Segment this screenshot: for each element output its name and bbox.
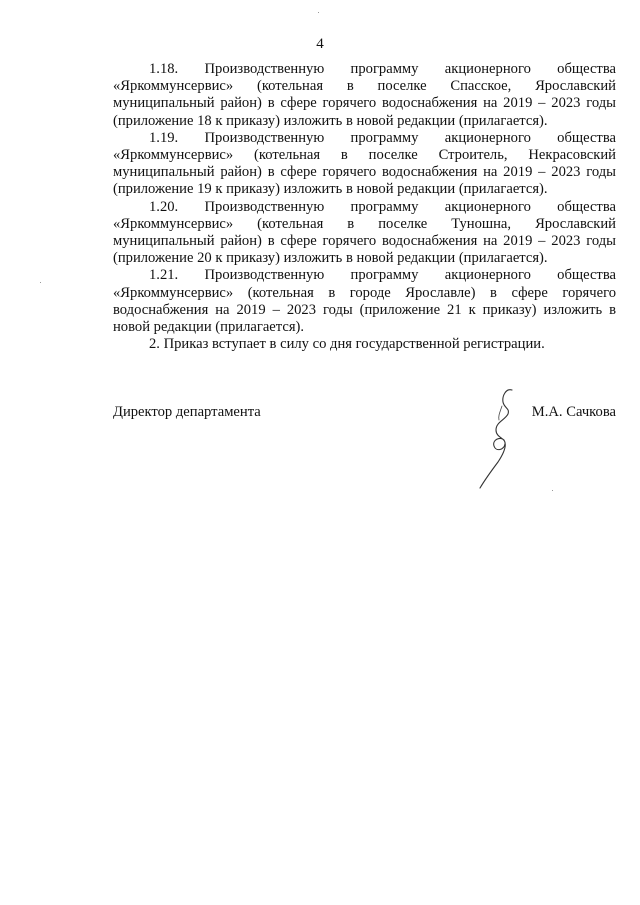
document-body — [113, 61, 616, 353]
paragraph-1-19: 1.19. Производственную программу акционерного общества «Яркоммунсервис» (котельная в поселке Строитель, Некрасовский муниципальный район) в сфере горячего водоснабжения на 2019 – 2023 годы (приложение 19 к приказу) изложить в новой редакции (прилагается). — [113, 129, 616, 198]
signer-name: М.А. Сачкова — [531, 404, 616, 420]
signer-title: Директор департамента — [113, 404, 261, 420]
paragraph-1-21: 1.21. Производственную программу акционерного общества «Яркоммунсервис» (котельная в городе Ярославле) в сфере горячего водоснабжения на 2019 – 2023 годы (приложение 21 к приказу) изложить в новой редакции (прилагается). — [113, 267, 616, 336]
handwritten-signature — [472, 386, 522, 492]
paragraph-2: 2. Приказ вступает в силу со дня государственной регистрации. — [149, 336, 545, 353]
scan-speck — [318, 12, 319, 13]
scan-speck — [552, 490, 553, 491]
scan-speck — [40, 282, 41, 283]
page-number: 4 — [316, 36, 324, 52]
paragraph-1-20: 1.20. Производственную программу акционерного общества «Яркоммунсервис» (котельная в поселке Туношна, Ярославский муниципальный район) в сфере горячего водоснабжения на 2019 – 2023 годы (приложение 20 к приказу) изложить в новой редакции (прилагается). — [113, 198, 616, 267]
paragraph-1-18: 1.18. Производственную программу акционерного общества «Яркоммунсервис» (котельная в поселке Спасское, Ярославский муниципальный район) в сфере горячего водоснабжения на 2019 – 2023 годы (приложение 18 к приказу) изложить в новой редакции (прилагается). — [113, 61, 616, 129]
